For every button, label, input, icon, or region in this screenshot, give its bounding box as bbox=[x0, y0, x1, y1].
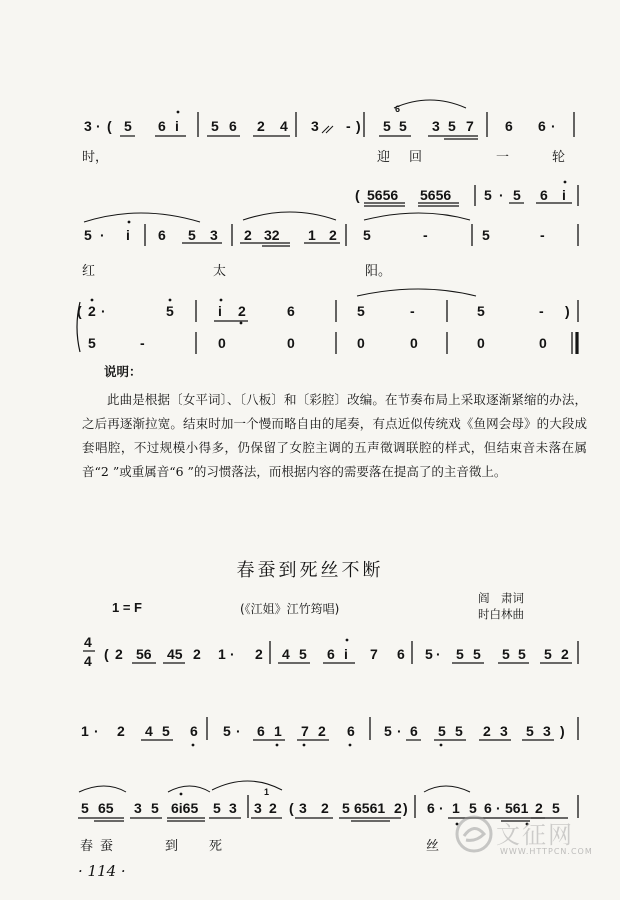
low-octave-dot bbox=[192, 744, 195, 747]
score-note: · bbox=[230, 646, 235, 662]
score-note: 5656 bbox=[420, 187, 452, 203]
score-note: 5 bbox=[502, 646, 510, 662]
score-note: 3 bbox=[229, 800, 237, 816]
system-4-notes bbox=[104, 646, 569, 662]
score-note: 5 bbox=[552, 800, 560, 816]
song-credits bbox=[478, 590, 524, 622]
score-note: 2 bbox=[561, 646, 569, 662]
score-note: 5 bbox=[469, 800, 477, 816]
score-note: 5 bbox=[211, 118, 219, 134]
score-note: · bbox=[439, 800, 444, 816]
score-note: 0 bbox=[410, 335, 418, 351]
octave-dot bbox=[240, 322, 243, 325]
score-note: 5 bbox=[342, 800, 350, 816]
score-note: · bbox=[397, 723, 402, 739]
score-note: - bbox=[346, 118, 351, 134]
score-note: 5 bbox=[363, 227, 371, 243]
score-note: 5 bbox=[162, 723, 170, 739]
low-octave-dot bbox=[303, 744, 306, 747]
score-note: · bbox=[100, 227, 105, 243]
time-signature-bottom: 4 bbox=[84, 653, 92, 669]
system-2-lyrics bbox=[82, 263, 391, 279]
score-note: 0 bbox=[218, 335, 226, 351]
score-note: 0 bbox=[477, 335, 485, 351]
system-2-upper-notes bbox=[355, 187, 566, 203]
score-note: 2 bbox=[117, 723, 125, 739]
score-note: 3 bbox=[210, 227, 218, 243]
score-note: 5 bbox=[399, 118, 407, 134]
notes-paragraph: 此曲是根据〔女平词〕、〔八板〕和〔彩腔〕改编。在节奏布局上采取逐渐紧缩的办法，之后再逐渐拉宽。结束时加一个慢而略自由的尾奏，有点近似传统戏《鱼网会母》的大段成套唱腔，不过规模小得多，仍保留了女腔主调的五声徵调联腔的样式，但结束音未落在属音“2 ”或重属音“6 ”的习惯落法，而根据内容的需要落在提高了的主音徵上。 bbox=[82, 392, 587, 479]
slur bbox=[364, 213, 470, 220]
score-note: 4 bbox=[280, 118, 288, 134]
slur bbox=[79, 786, 126, 792]
score-note: 56 bbox=[136, 646, 152, 662]
score-note: 3 bbox=[500, 723, 508, 739]
score-note: 1 bbox=[452, 800, 460, 816]
score-note: 5 bbox=[213, 800, 221, 816]
score-note: 2 bbox=[115, 646, 123, 662]
score-note: 5 bbox=[544, 646, 552, 662]
lyric-char: 到 bbox=[165, 839, 179, 854]
watermark-url: WWW.HTTPCN.COM bbox=[500, 847, 593, 856]
composer-credit: 时白林曲 bbox=[478, 607, 524, 621]
slur bbox=[424, 786, 470, 792]
octave-dot bbox=[564, 181, 567, 184]
lyric-char: 太 bbox=[213, 264, 227, 279]
score-note: 6 bbox=[327, 646, 335, 662]
score-note: 5 bbox=[455, 723, 463, 739]
system-1-lyrics bbox=[82, 149, 565, 165]
score-note: · bbox=[551, 118, 556, 134]
score-note: - bbox=[423, 227, 428, 243]
score-note: 3 bbox=[432, 118, 440, 134]
score-note: 2 bbox=[321, 800, 329, 816]
closing-paren: ) bbox=[356, 118, 361, 134]
lyricist-credit: 阎 肃词 bbox=[478, 591, 524, 605]
score-note: 2 bbox=[238, 303, 246, 319]
score-note: 5 bbox=[448, 118, 456, 134]
score-note: · bbox=[499, 187, 504, 203]
score-note: 5 bbox=[81, 800, 89, 816]
score-note: - bbox=[540, 227, 545, 243]
score-note: 6 bbox=[229, 118, 237, 134]
score-note: 5 bbox=[151, 800, 159, 816]
octave-dot bbox=[220, 299, 223, 302]
score-note: i bbox=[175, 118, 179, 134]
score-note: 5 bbox=[383, 118, 391, 134]
score-note: 5 bbox=[124, 118, 132, 134]
score-note: ) bbox=[560, 723, 565, 739]
watermark-logo-icon bbox=[452, 812, 496, 856]
score-note: 5 bbox=[456, 646, 464, 662]
score-system-4 bbox=[83, 634, 578, 669]
score-note: 32 bbox=[264, 227, 280, 243]
page-number: · 114 · bbox=[78, 862, 126, 880]
score-note: 2 bbox=[269, 800, 277, 816]
score-note: 6 bbox=[190, 723, 198, 739]
score-note: 2 bbox=[257, 118, 265, 134]
score-note: 6561 bbox=[354, 800, 386, 816]
score-note: 0 bbox=[539, 335, 547, 351]
score-note: 5 bbox=[477, 303, 485, 319]
grace-note: 1 bbox=[264, 787, 270, 797]
score-note: 6 bbox=[158, 227, 166, 243]
score-note: 2 bbox=[483, 723, 491, 739]
slur bbox=[357, 289, 476, 296]
score-note: 2 bbox=[394, 800, 402, 816]
score-note: 5 bbox=[425, 646, 433, 662]
score-note: 6 bbox=[427, 800, 435, 816]
song-source: (《江姐》江竹筠唱) bbox=[240, 602, 340, 616]
notes-label: 说明： bbox=[104, 364, 142, 379]
score-note: 6 bbox=[347, 723, 355, 739]
lyric-char: 时， bbox=[82, 150, 109, 165]
score-note: 2 bbox=[255, 646, 263, 662]
score-system-5 bbox=[81, 717, 578, 746]
score-note: i bbox=[344, 646, 348, 662]
score-note: i bbox=[126, 227, 130, 243]
lyric-char: 阳。 bbox=[365, 264, 392, 279]
score-system-2 bbox=[84, 181, 578, 246]
score-note: ( bbox=[289, 800, 294, 816]
octave-dot bbox=[91, 299, 94, 302]
system-2-lower-notes bbox=[84, 227, 545, 243]
octave-dot bbox=[128, 221, 131, 224]
score-note: 2 bbox=[88, 303, 96, 319]
song-title: 春蚕到死丝不断 bbox=[236, 560, 384, 581]
score-note: 5 bbox=[357, 303, 365, 319]
score-note: 5 bbox=[484, 187, 492, 203]
score-note: 5 bbox=[513, 187, 521, 203]
score-note: 7 bbox=[370, 646, 378, 662]
slur bbox=[212, 781, 282, 790]
score-note: ( bbox=[107, 118, 112, 134]
octave-dot bbox=[169, 299, 172, 302]
score-note: 5 bbox=[166, 303, 174, 319]
score-system-3 bbox=[77, 289, 578, 354]
lyric-char: 死 bbox=[209, 839, 223, 854]
score-note: 6 bbox=[397, 646, 405, 662]
score-note: 6 bbox=[287, 303, 295, 319]
score-note: 6 bbox=[484, 800, 492, 816]
lyric-char: 红 bbox=[82, 264, 96, 279]
score-note: 6 bbox=[257, 723, 265, 739]
score-note: ) bbox=[565, 303, 570, 319]
score-note: 6 bbox=[158, 118, 166, 134]
score-note: 3 bbox=[84, 118, 92, 134]
score-note: 2 bbox=[535, 800, 543, 816]
score-note: 45 bbox=[167, 646, 183, 662]
score-note: - bbox=[410, 303, 415, 319]
slur bbox=[84, 213, 200, 222]
score-note: 6 bbox=[505, 118, 513, 134]
score-note: 5 bbox=[299, 646, 307, 662]
low-octave-dot bbox=[276, 744, 279, 747]
score-note: · bbox=[96, 118, 101, 134]
score-note: 3 bbox=[311, 118, 319, 134]
score-note: 561 bbox=[505, 800, 529, 816]
score-note: 2 bbox=[329, 227, 337, 243]
lyric-char: 蚕 bbox=[100, 839, 114, 854]
score-note: · bbox=[496, 800, 501, 816]
score-note: ( bbox=[77, 303, 82, 319]
score-note: 3 bbox=[134, 800, 142, 816]
tremolo-mark bbox=[326, 126, 333, 133]
score-note: 5 bbox=[438, 723, 446, 739]
score-note: ) bbox=[403, 800, 408, 816]
score-note: 5 bbox=[223, 723, 231, 739]
score-note: · bbox=[101, 303, 106, 319]
tremolo-mark bbox=[322, 126, 329, 133]
score-note: 1 bbox=[218, 646, 226, 662]
score-note: 5 bbox=[526, 723, 534, 739]
system-6-lyrics bbox=[80, 839, 439, 854]
score-note: 1 bbox=[308, 227, 316, 243]
octave-dot bbox=[177, 111, 180, 114]
score-note: 65 bbox=[98, 800, 114, 816]
slur bbox=[243, 212, 336, 220]
octave-dot bbox=[346, 639, 349, 642]
score-note: 5 bbox=[88, 335, 96, 351]
score-note: 5 bbox=[518, 646, 526, 662]
score-note: 2 bbox=[318, 723, 326, 739]
score-note: 3 bbox=[254, 800, 262, 816]
score-note: 7 bbox=[301, 723, 309, 739]
score-note: 5 bbox=[188, 227, 196, 243]
system-3-upper-notes bbox=[77, 303, 570, 319]
key-signature: 1 = F bbox=[112, 600, 142, 615]
slur bbox=[168, 786, 210, 792]
system-5-notes bbox=[81, 723, 565, 739]
score-note: · bbox=[436, 646, 441, 662]
system-1-notes bbox=[84, 118, 556, 134]
score-note: - bbox=[539, 303, 544, 319]
score-note: 5 bbox=[384, 723, 392, 739]
score-note: ( bbox=[104, 646, 109, 662]
score-note: i bbox=[562, 187, 566, 203]
score-note: 2 bbox=[244, 227, 252, 243]
score-note: · bbox=[236, 723, 241, 739]
score-note: 3 bbox=[543, 723, 551, 739]
watermark-text: 文征网 bbox=[496, 821, 574, 849]
score-note: 5656 bbox=[367, 187, 399, 203]
score-note: 6 bbox=[540, 187, 548, 203]
score-note: 4 bbox=[145, 723, 153, 739]
score-note: 6i65 bbox=[171, 800, 199, 816]
lyric-char: 春 bbox=[80, 839, 94, 854]
score-note: 0 bbox=[357, 335, 365, 351]
score-note: 5 bbox=[473, 646, 481, 662]
lyric-char: 迎 bbox=[377, 150, 391, 165]
score-note: 0 bbox=[287, 335, 295, 351]
score-note: - bbox=[140, 335, 145, 351]
score-note: 6 bbox=[410, 723, 418, 739]
score-note: 4 bbox=[282, 646, 290, 662]
score-note: · bbox=[94, 723, 99, 739]
low-octave-dot bbox=[349, 744, 352, 747]
score-note: 5 bbox=[482, 227, 490, 243]
octave-dot bbox=[180, 793, 183, 796]
score-note: 3 bbox=[299, 800, 307, 816]
lyric-char: 一 bbox=[496, 150, 510, 165]
low-octave-dot bbox=[440, 744, 443, 747]
time-signature-top: 4 bbox=[84, 634, 92, 650]
lyric-char: 回 bbox=[409, 150, 423, 165]
score-note: 7 bbox=[466, 118, 474, 134]
score-note: i bbox=[218, 303, 222, 319]
score-note: 1 bbox=[81, 723, 89, 739]
score-note: 1 bbox=[274, 723, 282, 739]
score-note: ( bbox=[355, 187, 360, 203]
score-note: 5 bbox=[84, 227, 92, 243]
system-3-lower-notes bbox=[88, 335, 547, 351]
score-system-1 bbox=[84, 100, 574, 139]
score-note: 6 bbox=[538, 118, 546, 134]
slur bbox=[394, 100, 466, 108]
score-note: 2 bbox=[193, 646, 201, 662]
lyric-char: 轮 bbox=[552, 150, 566, 165]
grace-note: 6 bbox=[395, 104, 401, 114]
lyric-char: 丝 bbox=[426, 839, 440, 854]
